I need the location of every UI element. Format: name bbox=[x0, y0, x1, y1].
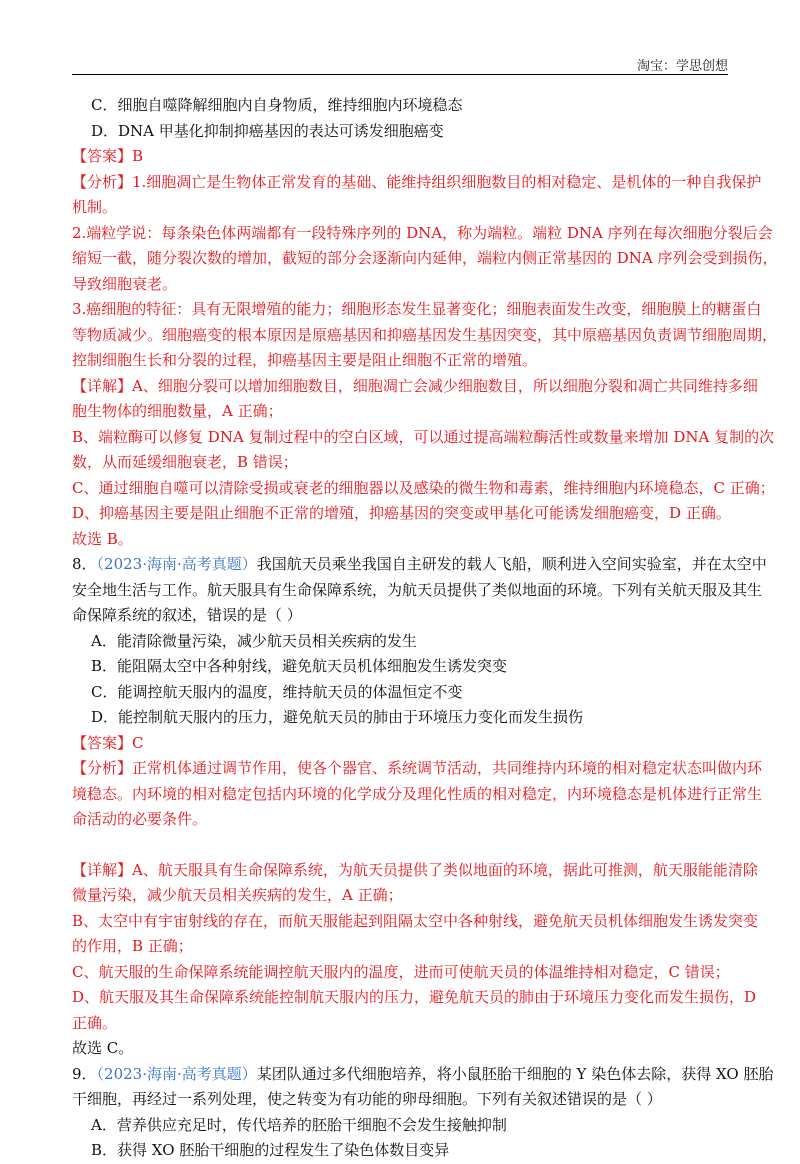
q7-detail-line: 数，从而延缓细胞衰老，B 错误； bbox=[72, 453, 298, 471]
page-header-text: 淘宝：学思创想 bbox=[636, 59, 728, 74]
q7-detail-line: B、端粒酶可以修复 DNA 复制过程中的空白区域，可以通过提高端粒酶活性或数量来增加 DNA 复制的次 bbox=[72, 427, 775, 446]
document-body bbox=[72, 93, 778, 1164]
q8-stem-text: 我国航天员乘坐我国自主研发的载人飞船，顺利进入空间实验室，并在太空中 bbox=[256, 555, 767, 573]
q8-option-b: B．能阻隔太空中各种射线，避免航天员机体细胞发生诱发突变 bbox=[91, 657, 508, 675]
q7-analysis-line: 【分析】1.细胞凋亡是生物体正常发育的基础、能维持组织细胞数目的相对稳定、是机体的一种自我保护 bbox=[72, 172, 762, 191]
q8-detail-line: 的作用，B 正确； bbox=[72, 937, 193, 955]
q8-conclusion: 故选 C。 bbox=[72, 1039, 134, 1057]
q8-answer: 【答案】C bbox=[72, 733, 144, 752]
q9-stem-text: 某团队通过多代细胞培养，将小鼠胚胎干细胞的 Y 染色体去除，获得 XO 胚胎 bbox=[256, 1064, 774, 1083]
q8-stem-line: 安全地生活与工作。航天服具有生命保障系统，为航天员提供了类似地面的环境。下列有关航天服及其生 bbox=[72, 580, 763, 599]
q8-detail-line: C、航天服的生命保障系统能调控航天服内的温度，进而可使航天员的体温维持相对稳定，C 错误； bbox=[72, 962, 730, 981]
q7-analysis-line: 等物质减少。细胞癌变的根本原因是原癌基因和抑癌基因发生基因突变，其中原癌基因负责调节细胞周期， bbox=[72, 325, 778, 344]
q8-source: （2023·海南·高考真题） bbox=[96, 555, 257, 573]
q7-analysis-line: 2.端粒学说：每条染色体两端都有一段特殊序列的 DNA，称为端粒。端粒 DNA 序列在每次细胞分裂后会 bbox=[72, 223, 773, 242]
q8-stem-line: 命保障系统的叙述，错误的是（ ） bbox=[72, 606, 302, 624]
q7-option-c: C．细胞自噬降解细胞内自身物质，维持细胞内环境稳态 bbox=[91, 96, 463, 114]
q7-answer: 【答案】B bbox=[72, 147, 144, 165]
q8-stem-first-line bbox=[72, 552, 767, 578]
q8-number: 8． bbox=[72, 555, 97, 573]
q8-detail-line: 【详解】A、航天服具有生命保障系统，为航天员提供了类似地面的环境，据此可推测，航天服能能清除 bbox=[72, 860, 758, 879]
q9-option-a: A．营养供应充足时，传代培养的胚胎干细胞不会发生接触抑制 bbox=[91, 1115, 507, 1134]
q9-stem-line: 干细胞，再经过一系列处理，使之转变为有功能的卵母细胞。下列有关叙述错误的是（ ） bbox=[72, 1090, 662, 1108]
q8-option-a: A．能清除微量污染，减少航天员相关疾病的发生 bbox=[91, 631, 417, 650]
q7-detail-line: 【详解】A、细胞分裂可以增加细胞数目，细胞凋亡会减少细胞数目，所以细胞分裂和凋亡共同维持多细 bbox=[72, 376, 758, 395]
q8-detail-line: 微量污染，减少航天员相关疾病的发生，A 正确； bbox=[72, 886, 403, 904]
q8-detail-line: D、航天服及其生命保障系统能控制航天服内的压力，避免航天员的肺由于环境压力变化而发生损伤，D bbox=[72, 988, 757, 1006]
q7-analysis-line: 3.癌细胞的特征：具有无限增殖的能力；细胞形态发生显著变化；细胞表面发生改变，细胞膜上的糖蛋白 bbox=[72, 300, 762, 318]
q9-stem-first-line bbox=[72, 1062, 774, 1088]
q7-detail-line: 胞生物体的细胞数量，A 正确； bbox=[72, 402, 283, 420]
q7-analysis-line: 机制。 bbox=[72, 198, 118, 216]
q9-option-b: B．获得 XO 胚胎干细胞的过程发生了染色体数目变异 bbox=[91, 1141, 450, 1159]
q9-source: （2023·海南·高考真题） bbox=[96, 1064, 257, 1083]
q7-detail-line: D、抑癌基因主要是阻止细胞不正常的增殖，抑癌基因的突变或甲基化可能诱发细胞癌变，D 正确。 bbox=[72, 504, 731, 522]
q8-analysis-line: 境稳态。内环境的相对稳定包括内环境的化学成分及理化性质的相对稳定，内环境稳态是机体进行正常生 bbox=[72, 784, 763, 803]
header-rule bbox=[72, 74, 728, 75]
q7-analysis-line: 导致细胞衰老。 bbox=[72, 274, 178, 293]
q8-option-c: C．能调控航天服内的温度，维持航天员的体温恒定不变 bbox=[91, 682, 463, 701]
q7-conclusion: 故选 B。 bbox=[72, 529, 133, 548]
q7-detail-line: C、通过细胞自噬可以清除受损或衰老的细胞器以及感染的微生物和毒素，维持细胞内环境稳态，C 正确； bbox=[72, 478, 775, 497]
q7-analysis-line: 控制细胞生长和分裂的过程，抑癌基因主要是阻止细胞不正常的增殖。 bbox=[72, 351, 538, 369]
q8-detail-line: 正确。 bbox=[72, 1013, 118, 1032]
q8-analysis-line: 命活动的必要条件。 bbox=[72, 810, 208, 828]
q8-analysis-line: 【分析】正常机体通过调节作用，使各个器官、系统调节活动，共同维持内环境的相对稳定状态叫做内环 bbox=[72, 759, 763, 777]
q7-option-d: D．DNA 甲基化抑制抑癌基因的表达可诱发细胞癌变 bbox=[91, 121, 444, 140]
q7-analysis-line: 缩短一截，随分裂次数的增加，截短的部分会逐渐向内延伸，端粒内侧正常基因的 DNA 序列会受到损伤， bbox=[72, 249, 778, 267]
q8-option-d: D．能控制航天服内的压力，避免航天员的肺由于环境压力变化而发生损伤 bbox=[91, 708, 584, 726]
blank-line bbox=[72, 833, 728, 858]
q9-number: 9． bbox=[72, 1064, 97, 1083]
q8-detail-line: B、太空中有宇宙射线的存在，而航天服能起到阻隔太空中各种射线，避免航天员机体细胞发生诱发突变 bbox=[72, 911, 759, 930]
